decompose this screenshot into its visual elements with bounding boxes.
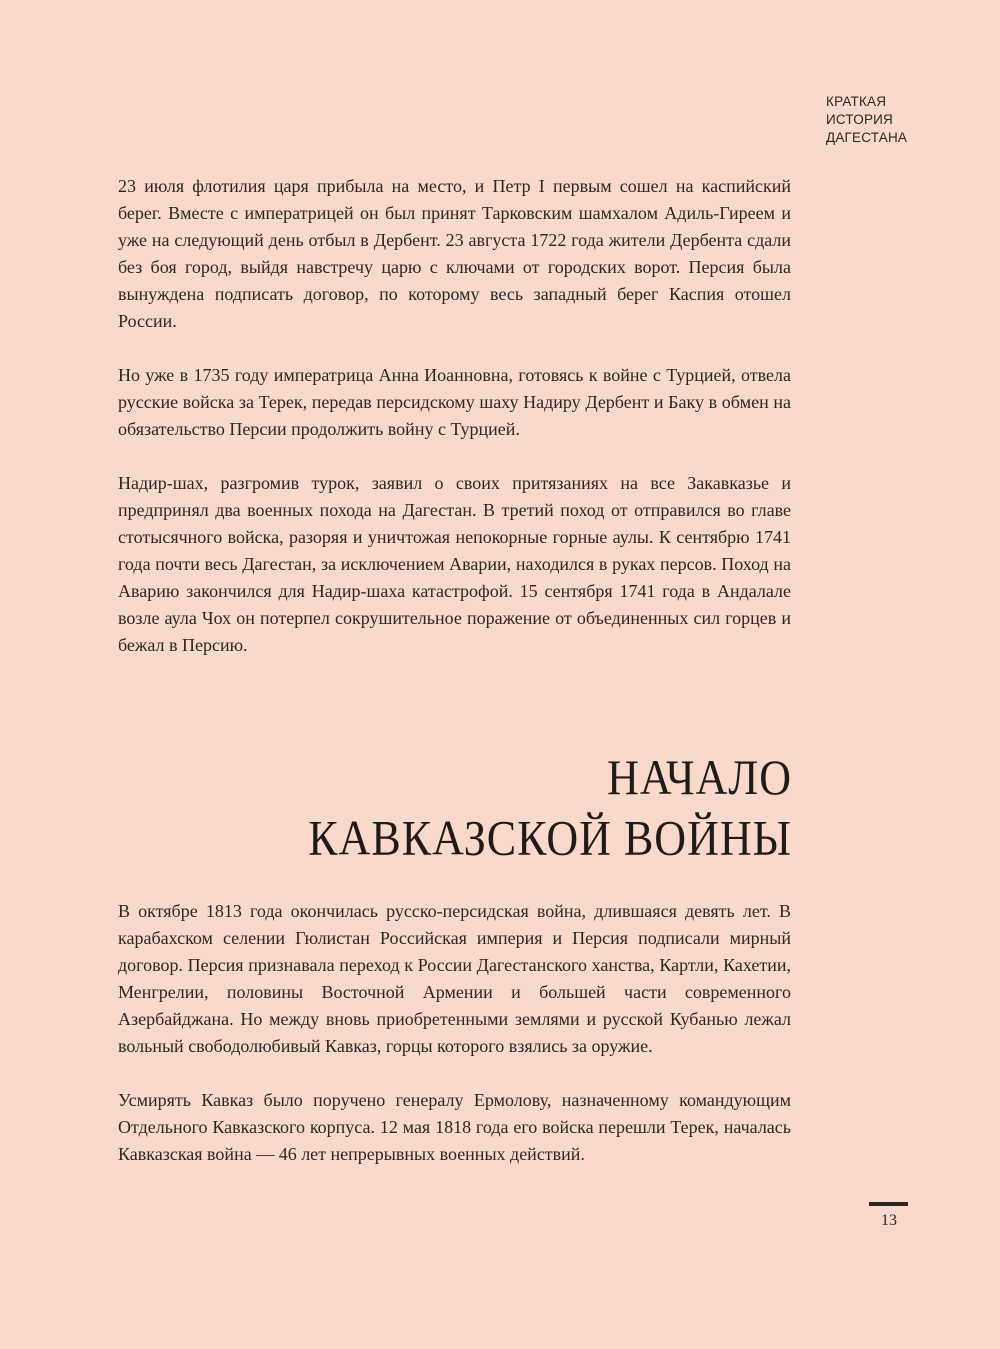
running-head-line: ДАГЕСТАНА xyxy=(826,130,908,145)
page-number: 13 xyxy=(881,1212,897,1229)
running-head-line: КРАТКАЯ xyxy=(826,94,887,109)
paragraph: 23 июля флотилия царя прибыла на место, и Петр I первым сошел на каспийский берег. Вместе с императрицей он был принят Тарковским шамхалом Адиль-Гиреем и уже на следующий день отбыл в Дербент. 23 августа 1722 года жители Дербента сдали без боя город, выйдя навстречу царю с ключами от городских ворот. Персия была вынуждена подписать договор, по которому весь западный берег Каспия отошел России. xyxy=(118,176,791,331)
section-title-line: КАВКАЗСКОЙ ВОЙНЫ xyxy=(308,810,792,866)
section-title xyxy=(232,748,792,869)
body-text-top xyxy=(118,173,791,659)
running-head xyxy=(826,93,986,147)
paragraph: Но уже в 1735 году императрица Анна Иоанновна, готовясь к войне с Турцией, отвела русские войска за Терек, передав персидскому шаху Надиру Дербент и Баку в обмен на обязательство Персии продолжить войну с Турцией. xyxy=(118,365,791,439)
section-title-line: НАЧАЛО xyxy=(607,750,792,806)
paragraph: Усмирять Кавказ было поручено генералу Ермолову, назначенному командующим Отдельного Кавказского корпуса. 12 мая 1818 года его войска перешли Терек, началась Кавказская война — 46 лет непрерывных военных действий. xyxy=(118,1090,791,1164)
paragraph: Надир-шах, разгромив турок, заявил о своих притязаниях на все Закавказье и предпринял два военных похода на Дагестан. В третий поход от отправился во главе стотысячного войска, разоряя и уничтожая непокорные горные аулы. К сентябрю 1741 года почти весь Дагестан, за исключением Аварии, находился в руках персов. Поход на Аварию закончился для Надир-шаха катастрофой. 15 сентября 1741 года в Андалале возле аула Чох он потерпел сокрушительное поражение от объединенных сил горцев и бежал в Персию. xyxy=(118,473,791,655)
body-text-bottom xyxy=(118,898,791,1168)
paragraph: В октябре 1813 года окончилась русско-персидская война, длившаяся девять лет. В карабахском селении Гюлистан Российская империя и Персия подписали мирный договор. Персия признавала переход к России Дагестанского ханства, Картли, Кахетии, Менгрелии, половины Восточной Армении и большей части современного Азербайджана. Но между вновь приобретенными землями и русской Кубанью лежал вольный свободолюбивый Кавказ, горцы которого взялись за оружие. xyxy=(118,901,791,1056)
page-number-rule xyxy=(869,1202,908,1206)
running-head-line: ИСТОРИЯ xyxy=(826,112,894,127)
